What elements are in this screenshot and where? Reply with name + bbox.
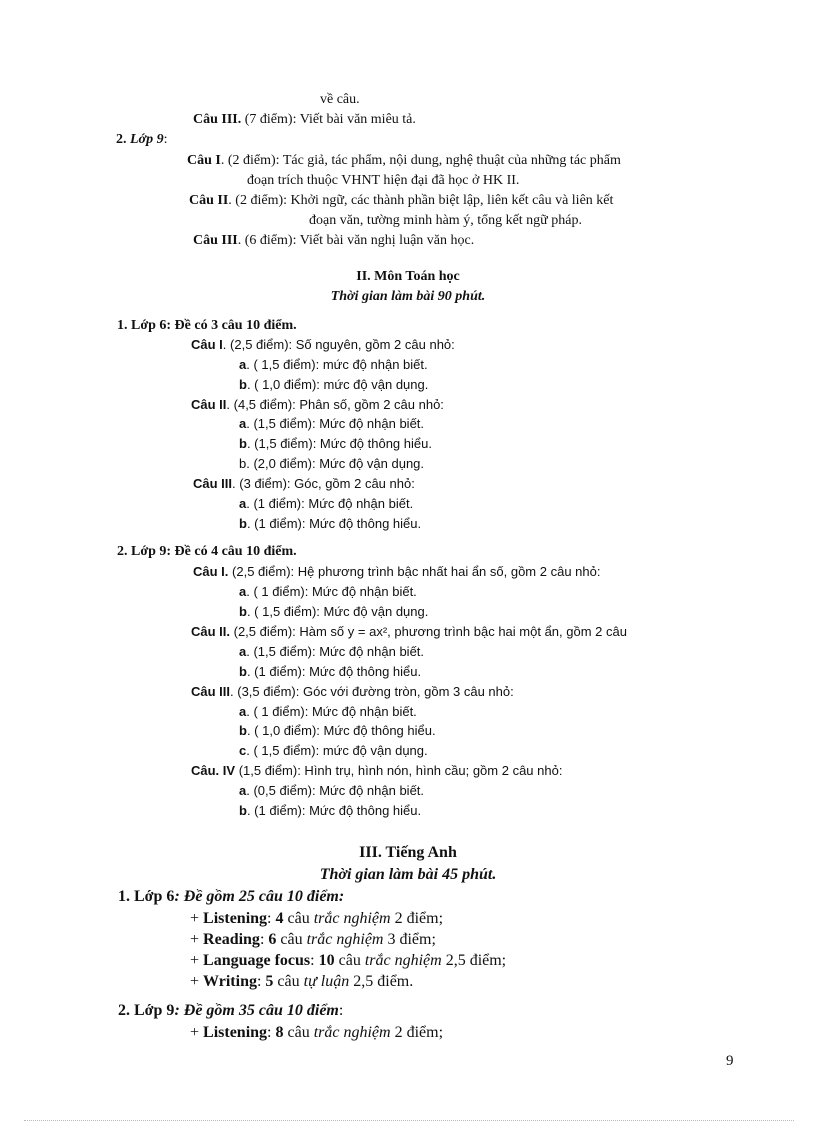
section-heading: 2. Lớp 9: bbox=[116, 132, 168, 147]
text-line: b. (1 điểm): Mức độ thông hiểu. bbox=[239, 516, 422, 531]
text-line: a. (1 điểm): Mức độ nhận biết. bbox=[239, 496, 414, 511]
text-line: Câu III. (3 điểm): Góc, gồm 2 câu nhỏ: bbox=[193, 476, 415, 491]
text-line: + Writing: 5 câu tự luận 2,5 điểm. bbox=[190, 973, 414, 990]
text-line: đoạn văn, tường minh hàm ý, tổng kết ngữ pháp. bbox=[309, 213, 582, 228]
text-line: a. ( 1 điểm): Mức độ nhận biết. bbox=[239, 584, 417, 599]
section-title: III. Tiếng Anh bbox=[359, 844, 457, 861]
text-line: Câu III. (3,5 điểm): Góc với đường tròn, gồm 3 câu nhỏ: bbox=[191, 684, 514, 699]
text-line: b. ( 1,5 điểm): Mức độ vận dụng. bbox=[239, 604, 429, 619]
text-line: c. ( 1,5 điểm): mức độ vận dụng. bbox=[239, 743, 428, 758]
text-line: đoạn trích thuộc VHNT hiện đại đã học ở HK II. bbox=[247, 173, 520, 188]
text-line: Câu. IV (1,5 điểm): Hình trụ, hình nón, hình cầu; gồm 2 câu nhỏ: bbox=[191, 763, 563, 778]
section-heading: 1. Lớp 6: Đề gồm 25 câu 10 điểm: bbox=[118, 888, 345, 905]
text-line: Câu II. (2 điểm): Khởi ngữ, các thành phần biệt lập, liên kết câu và liên kết bbox=[189, 193, 614, 208]
section-heading: 2. Lớp 9: Đề có 4 câu 10 điểm. bbox=[117, 544, 297, 559]
text-line: Câu I. (2 điểm): Tác giả, tác phẩm, nội dung, nghệ thuật của những tác phẩm bbox=[187, 153, 621, 168]
text-line: b. (1 điểm): Mức độ thông hiểu. bbox=[239, 803, 422, 818]
text-line: b. (2,0 điểm): Mức độ vận dụng. bbox=[239, 456, 425, 471]
text-line: a. (1,5 điểm): Mức độ nhận biết. bbox=[239, 644, 425, 659]
text-line: b. ( 1,0 điểm): mức độ vận dụng. bbox=[239, 377, 429, 392]
text-line: + Language focus: 10 câu trắc nghiệm 2,5 điểm; bbox=[190, 952, 507, 969]
text-line: a. ( 1 điểm): Mức độ nhận biết. bbox=[239, 704, 417, 719]
text-line: về câu. bbox=[320, 92, 360, 107]
text-line: + Listening: 8 câu trắc nghiệm 2 điểm; bbox=[190, 1024, 444, 1041]
text-line: Câu III. (6 điểm): Viết bài văn nghị luận văn học. bbox=[193, 233, 475, 248]
text-line: a. (0,5 điểm): Mức độ nhận biết. bbox=[239, 783, 425, 798]
text-line: + Reading: 6 câu trắc nghiệm 3 điểm; bbox=[190, 931, 436, 948]
text-line: Câu III. (7 điểm): Viết bài văn miêu tả. bbox=[193, 112, 416, 127]
text-line: b. (1,5 điểm): Mức độ thông hiểu. bbox=[239, 436, 432, 451]
text-line: b. ( 1,0 điểm): Mức độ thông hiểu. bbox=[239, 723, 436, 738]
text-line: Câu II. (2,5 điểm): Hàm số y = ax², phương trình bậc hai một ẩn, gồm 2 câu bbox=[191, 624, 627, 639]
page-number: 9 bbox=[726, 1053, 734, 1069]
section-heading: 1. Lớp 6: Đề có 3 câu 10 điểm. bbox=[117, 318, 297, 333]
text-line: Câu II. (4,5 điểm): Phân số, gồm 2 câu nhỏ: bbox=[191, 397, 444, 412]
section-subtitle: Thời gian làm bài 90 phút. bbox=[330, 289, 486, 304]
section-subtitle: Thời gian làm bài 45 phút. bbox=[319, 866, 497, 883]
text-line: Câu I. (2,5 điểm): Hệ phương trình bậc nhất hai ẩn số, gồm 2 câu nhỏ: bbox=[193, 564, 601, 579]
section-heading: 2. Lớp 9: Đề gồm 35 câu 10 điểm: bbox=[118, 1002, 344, 1019]
text-line: Câu I. (2,5 điểm): Số nguyên, gồm 2 câu nhỏ: bbox=[191, 337, 455, 352]
text-line: a. (1,5 điểm): Mức độ nhận biết. bbox=[239, 416, 425, 431]
text-line: a. ( 1,5 điểm): mức độ nhận biết. bbox=[239, 357, 428, 372]
section-title: II. Môn Toán học bbox=[356, 269, 460, 284]
text-line: b. (1 điểm): Mức độ thông hiểu. bbox=[239, 664, 422, 679]
page-border bbox=[24, 1120, 794, 1121]
text-line: + Listening: 4 câu trắc nghiệm 2 điểm; bbox=[190, 910, 444, 927]
